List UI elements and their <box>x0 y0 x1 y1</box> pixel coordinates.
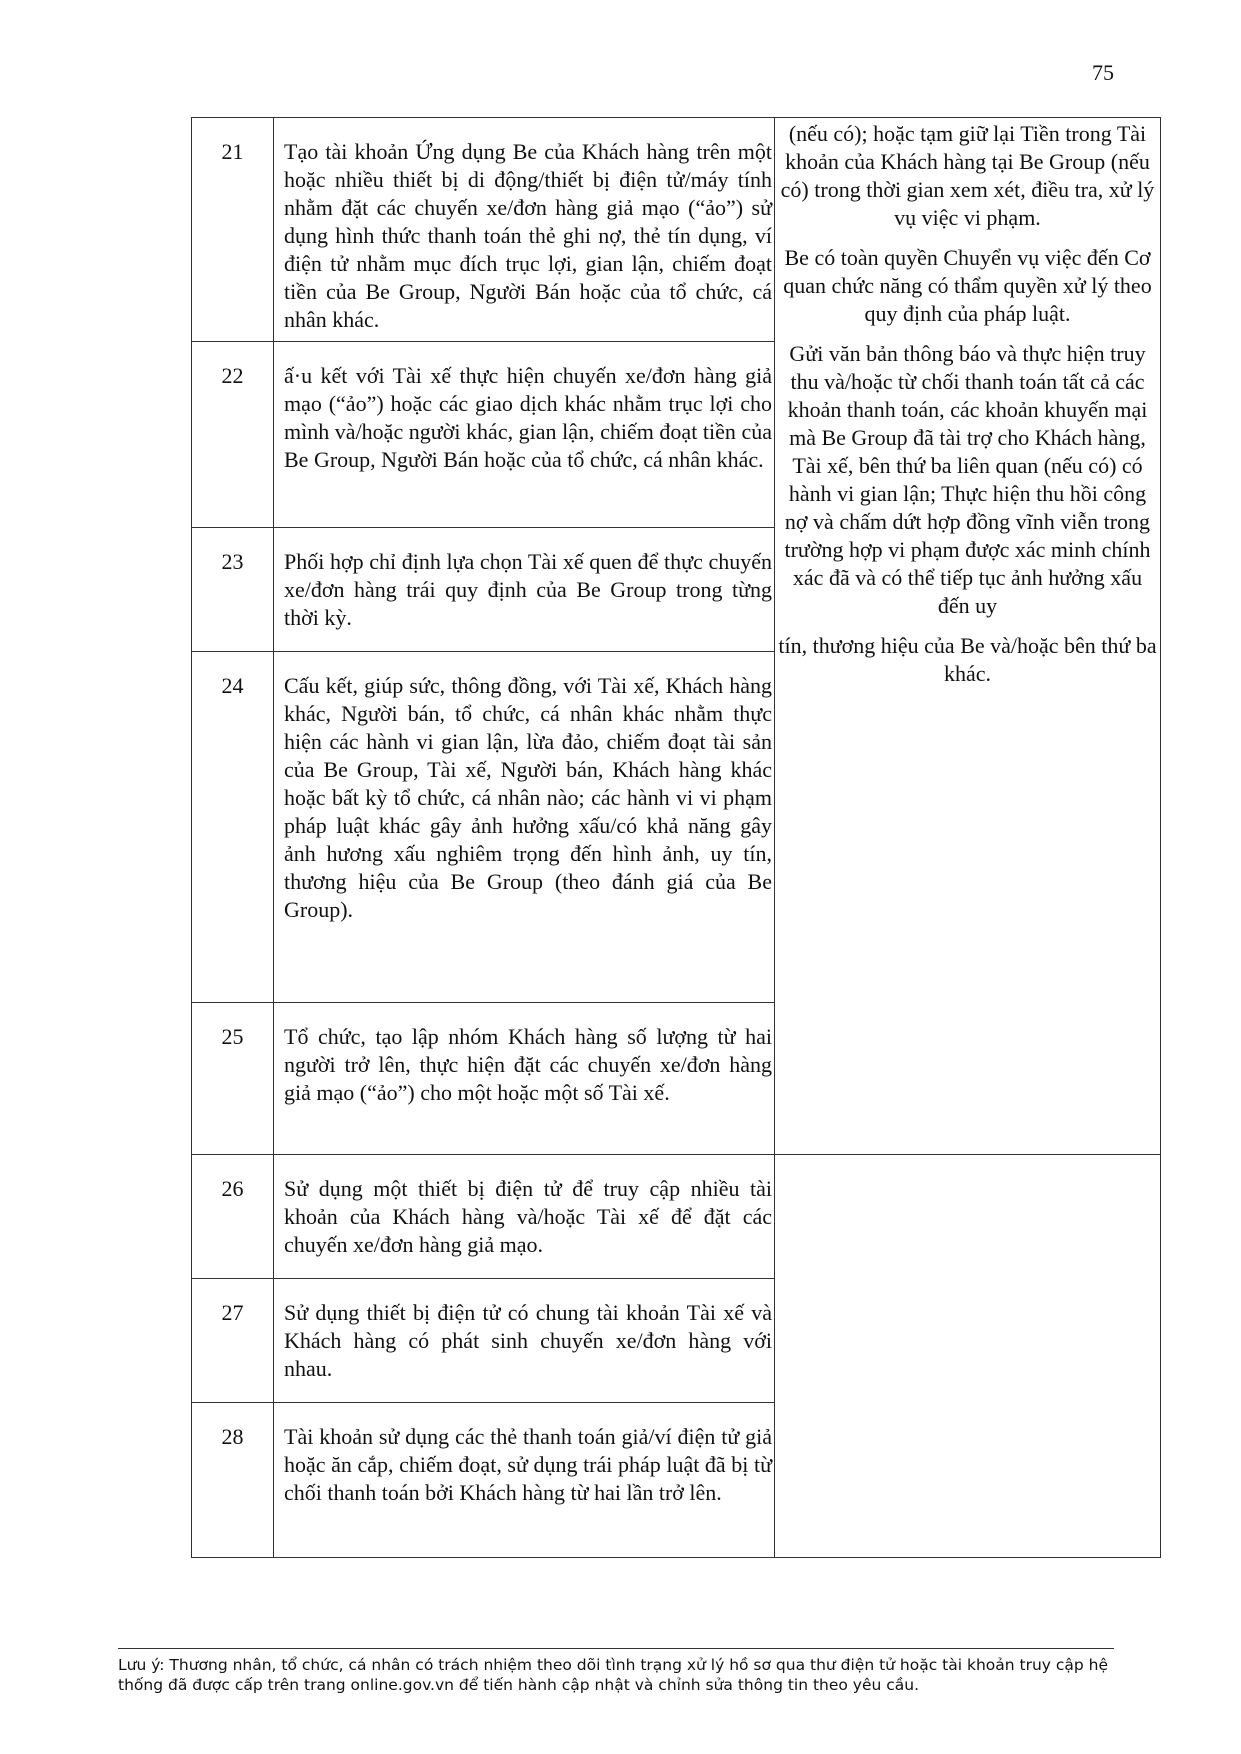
violations-table <box>191 117 1161 1558</box>
row-number: 24 <box>192 652 274 1003</box>
table-row <box>192 1155 1161 1279</box>
row-description: Sử dụng một thiết bị điện tử để truy cập nhiều tài khoản của Khách hàng và/hoặc Tài xế để đặt các chuyến xe/đơn hàng giả mạo. <box>274 1155 775 1279</box>
row-description: Tạo tài khoản Ứng dụng Be của Khách hàng trên một hoặc nhiều thiết bị di động/thiết bị điện tử/máy tính nhằm đặt các chuyến xe/đơn hàng giả mạo (“ảo”) sử dụng hình thức thanh toán thẻ ghi nợ, thẻ tín dụng, ví điện tử nhằm mục đích trục lợi, gian lận, chiếm đoạt tiền của Be Group, Người Bán hoặc của tổ chức, cá nhân khác. <box>274 118 775 342</box>
row-number: 28 <box>192 1403 274 1558</box>
page-number: 75 <box>1092 60 1114 85</box>
row-description: Tài khoản sử dụng các thẻ thanh toán giả/ví điện tử giả hoặc ăn cắp, chiếm đoạt, sử dụng trái pháp luật đã bị từ chối thanh toán bởi Khách hàng từ hai lần trở lên. <box>274 1403 775 1558</box>
remedy-paragraph: Gửi văn bản thông báo và thực hiện truy thu và/hoặc từ chối thanh toán tất cả các khoản thanh toán, các khoản khuyến mại mà Be Group đã tài trợ cho Khách hàng, Tài xế, bên thứ ba liên quan (nếu có) có hành vi gian lận; Thực hiện thu hồi công nợ và chấm dứt hợp đồng vĩnh viễn trong trường hợp vi phạm được xác minh chính xác đã và có thể tiếp tục ảnh hưởng xấu đến uy <box>784 341 1151 618</box>
row-number: 25 <box>192 1003 274 1155</box>
remedy-paragraph: Be có toàn quyền Chuyển vụ việc đến Cơ quan chức năng có thẩm quyền xử lý theo quy định của pháp luật. <box>783 245 1152 326</box>
row-description: Cấu kết, giúp sức, thông đồng, với Tài xế, Khách hàng khác, Người bán, tổ chức, cá nhân khác nhằm thực hiện các hành vi gian lận, lừa đảo, chiếm đoạt tài sản của Be Group, Tài xế, Người bán, Khách hàng khác hoặc bất kỳ tổ chức, cá nhân nào; các hành vi vi phạm pháp luật khác gây ảnh hưởng xấu/có khả năng gây ảnh hương xấu nghiêm trọng đến hình ảnh, uy tín, thương hiệu của Be Group (theo đánh giá của Be Group). <box>274 652 775 1003</box>
row-number: 21 <box>192 118 274 342</box>
row-description: Sử dụng thiết bị điện tử có chung tài khoản Tài xế và Khách hàng có phát sinh chuyến xe/đơn hàng với nhau. <box>274 1279 775 1403</box>
table-row <box>192 118 1161 342</box>
remedy-cell <box>775 118 1161 1155</box>
row-number: 27 <box>192 1279 274 1403</box>
row-number: 22 <box>192 342 274 528</box>
row-number: 23 <box>192 528 274 652</box>
row-description: Phối hợp chỉ định lựa chọn Tài xế quen để thực chuyến xe/đơn hàng trái quy định của Be Group trong từng thời kỳ. <box>274 528 775 652</box>
row-description: Tổ chức, tạo lập nhóm Khách hàng số lượng từ hai người trở lên, thực hiện đặt các chuyến xe/đơn hàng giả mạo (“ảo”) cho một hoặc một số Tài xế. <box>274 1003 775 1155</box>
row-description: ấ·u kết với Tài xế thực hiện chuyến xe/đơn hàng giả mạo (“ảo”) hoặc các giao dịch khác nhằm trục lợi cho mình và/hoặc người khác, gian lận, chiếm đoạt tiền của Be Group, Người Bán hoặc của tổ chức, cá nhân khác. <box>274 342 775 528</box>
footnote: Lưu ý: Thương nhân, tổ chức, cá nhân có trách nhiệm theo dõi tình trạng xử lý hồ sơ qua thư điện tử hoặc tài khoản truy cập hệ thống đã được cấp trên trang online.gov.vn để tiến hành cập nhật và chỉnh sửa thông tin theo yêu cầu. <box>118 1648 1114 1695</box>
row-number: 26 <box>192 1155 274 1279</box>
remedy-cell-empty <box>775 1155 1161 1558</box>
remedy-paragraph: (nếu có); hoặc tạm giữ lại Tiền trong Tài khoản của Khách hàng tại Be Group (nếu có) trong thời gian xem xét, điều tra, xử lý vụ việc vi phạm. <box>780 121 1155 230</box>
remedy-paragraph: tín, thương hiệu của Be và/hoặc bên thứ ba khác. <box>778 633 1157 686</box>
